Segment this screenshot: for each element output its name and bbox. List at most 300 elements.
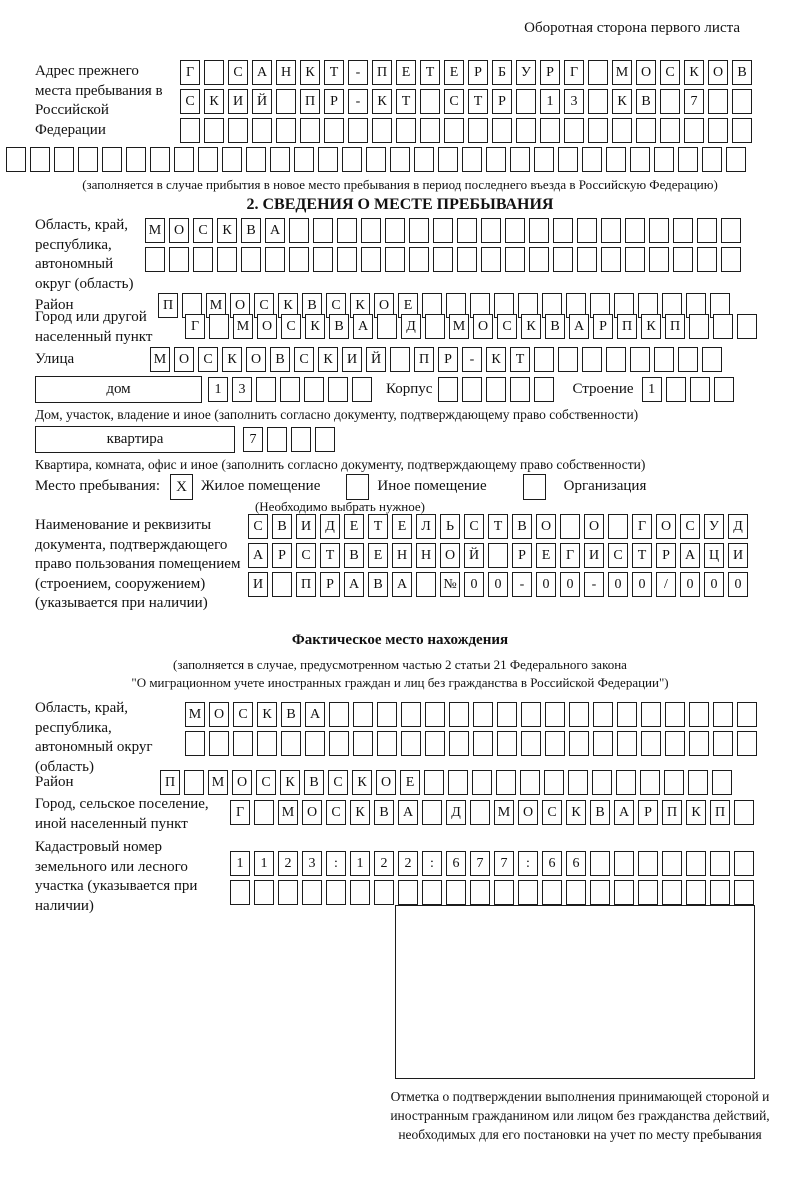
char-cell[interactable] <box>592 770 612 795</box>
char-cell[interactable] <box>496 770 516 795</box>
char-cell[interactable]: С <box>254 293 274 318</box>
char-cell[interactable]: К <box>372 89 392 114</box>
char-cell[interactable] <box>640 770 660 795</box>
char-cell[interactable] <box>505 247 525 272</box>
char-cell[interactable]: О <box>246 347 266 372</box>
char-cell[interactable] <box>348 118 368 143</box>
char-cell[interactable]: Т <box>320 543 340 568</box>
char-cell[interactable] <box>300 118 320 143</box>
char-cell[interactable] <box>294 147 314 172</box>
char-cell[interactable]: 0 <box>704 572 724 597</box>
char-cell[interactable]: С <box>294 347 314 372</box>
char-cell[interactable]: К <box>305 314 325 339</box>
char-cell[interactable]: 1 <box>350 851 370 876</box>
char-cell[interactable] <box>337 247 357 272</box>
char-cell[interactable] <box>673 218 693 243</box>
char-cell[interactable] <box>257 731 277 756</box>
char-cell[interactable]: О <box>209 702 229 727</box>
char-cell[interactable] <box>721 247 741 272</box>
char-cell[interactable] <box>377 731 397 756</box>
char-cell[interactable] <box>553 247 573 272</box>
char-cell[interactable]: У <box>516 60 536 85</box>
char-cell[interactable]: К <box>222 347 242 372</box>
char-cell[interactable] <box>470 800 490 825</box>
char-cell[interactable] <box>444 118 464 143</box>
char-cell[interactable]: Р <box>438 347 458 372</box>
char-cell[interactable]: В <box>304 770 324 795</box>
char-cell[interactable]: Р <box>512 543 532 568</box>
char-cell[interactable] <box>409 218 429 243</box>
char-cell[interactable] <box>713 731 733 756</box>
char-cell[interactable]: 1 <box>208 377 228 402</box>
char-cell[interactable] <box>246 147 266 172</box>
char-cell[interactable] <box>198 147 218 172</box>
char-cell[interactable]: О <box>169 218 189 243</box>
char-cell[interactable] <box>318 147 338 172</box>
char-cell[interactable] <box>666 377 686 402</box>
char-cell[interactable] <box>614 851 634 876</box>
char-cell[interactable]: В <box>329 314 349 339</box>
char-cell[interactable]: Н <box>416 543 436 568</box>
char-cell[interactable]: Р <box>324 89 344 114</box>
char-cell[interactable]: О <box>584 514 604 539</box>
char-cell[interactable]: В <box>281 702 301 727</box>
char-cell[interactable] <box>398 880 418 905</box>
char-cell[interactable] <box>361 218 381 243</box>
char-cell[interactable]: Е <box>444 60 464 85</box>
char-cell[interactable] <box>390 347 410 372</box>
char-cell[interactable] <box>209 314 229 339</box>
char-cell[interactable]: Г <box>185 314 205 339</box>
char-cell[interactable]: А <box>569 314 589 339</box>
char-cell[interactable]: 7 <box>684 89 704 114</box>
char-cell[interactable] <box>678 347 698 372</box>
char-cell[interactable] <box>608 514 628 539</box>
char-cell[interactable]: - <box>512 572 532 597</box>
char-cell[interactable] <box>641 731 661 756</box>
char-cell[interactable] <box>516 118 536 143</box>
char-cell[interactable]: В <box>545 314 565 339</box>
char-cell[interactable]: 0 <box>536 572 556 597</box>
char-cell[interactable] <box>254 880 274 905</box>
char-cell[interactable] <box>449 731 469 756</box>
char-cell[interactable] <box>542 880 562 905</box>
char-cell[interactable]: Д <box>401 314 421 339</box>
char-cell[interactable]: У <box>704 514 724 539</box>
char-cell[interactable] <box>252 118 272 143</box>
char-cell[interactable]: С <box>256 770 276 795</box>
char-cell[interactable]: К <box>217 218 237 243</box>
char-cell[interactable]: А <box>680 543 700 568</box>
char-cell[interactable] <box>256 377 276 402</box>
char-cell[interactable] <box>204 60 224 85</box>
char-cell[interactable] <box>617 731 637 756</box>
char-cell[interactable] <box>425 702 445 727</box>
char-cell[interactable]: П <box>665 314 685 339</box>
char-cell[interactable]: А <box>614 800 634 825</box>
char-cell[interactable]: А <box>344 572 364 597</box>
char-cell[interactable] <box>457 218 477 243</box>
char-cell[interactable] <box>553 218 573 243</box>
char-cell[interactable] <box>662 851 682 876</box>
char-cell[interactable] <box>372 118 392 143</box>
char-cell[interactable]: К <box>350 293 370 318</box>
char-cell[interactable]: О <box>174 347 194 372</box>
char-cell[interactable]: 3 <box>302 851 322 876</box>
char-cell[interactable] <box>209 731 229 756</box>
char-cell[interactable] <box>492 118 512 143</box>
char-cell[interactable] <box>558 347 578 372</box>
char-cell[interactable] <box>184 770 204 795</box>
char-cell[interactable]: Е <box>392 514 412 539</box>
char-cell[interactable] <box>326 880 346 905</box>
checkbox-residential[interactable]: X <box>170 474 193 500</box>
char-cell[interactable] <box>281 731 301 756</box>
char-cell[interactable]: С <box>326 293 346 318</box>
char-cell[interactable] <box>601 247 621 272</box>
char-cell[interactable]: П <box>160 770 180 795</box>
char-cell[interactable] <box>280 377 300 402</box>
char-cell[interactable] <box>505 218 525 243</box>
char-cell[interactable]: М <box>150 347 170 372</box>
char-cell[interactable]: Р <box>468 60 488 85</box>
char-cell[interactable]: К <box>318 347 338 372</box>
char-cell[interactable] <box>714 377 734 402</box>
char-cell[interactable] <box>374 880 394 905</box>
char-cell[interactable] <box>145 247 165 272</box>
char-cell[interactable] <box>390 147 410 172</box>
char-cell[interactable]: С <box>296 543 316 568</box>
char-cell[interactable] <box>534 347 554 372</box>
char-cell[interactable] <box>481 247 501 272</box>
char-cell[interactable] <box>324 118 344 143</box>
char-cell[interactable]: О <box>230 293 250 318</box>
char-cell[interactable] <box>588 60 608 85</box>
char-cell[interactable] <box>385 218 405 243</box>
char-cell[interactable] <box>150 147 170 172</box>
char-cell[interactable]: К <box>278 293 298 318</box>
char-cell[interactable] <box>510 377 530 402</box>
char-cell[interactable] <box>446 880 466 905</box>
char-cell[interactable] <box>582 347 602 372</box>
char-cell[interactable] <box>377 314 397 339</box>
char-cell[interactable]: 0 <box>488 572 508 597</box>
char-cell[interactable] <box>424 770 444 795</box>
char-cell[interactable]: Р <box>593 314 613 339</box>
char-cell[interactable]: А <box>252 60 272 85</box>
char-cell[interactable] <box>697 218 717 243</box>
char-cell[interactable] <box>425 314 445 339</box>
char-cell[interactable]: К <box>612 89 632 114</box>
char-cell[interactable]: И <box>728 543 748 568</box>
char-cell[interactable]: 1 <box>254 851 274 876</box>
char-cell[interactable] <box>353 702 373 727</box>
char-cell[interactable] <box>353 731 373 756</box>
char-cell[interactable] <box>272 572 292 597</box>
char-cell[interactable] <box>102 147 122 172</box>
char-cell[interactable] <box>265 247 285 272</box>
char-cell[interactable] <box>521 702 541 727</box>
char-cell[interactable]: И <box>342 347 362 372</box>
char-cell[interactable]: П <box>372 60 392 85</box>
char-cell[interactable] <box>473 702 493 727</box>
char-cell[interactable]: К <box>280 770 300 795</box>
char-cell[interactable]: Й <box>464 543 484 568</box>
char-cell[interactable] <box>270 147 290 172</box>
char-cell[interactable] <box>630 347 650 372</box>
char-cell[interactable] <box>601 218 621 243</box>
char-cell[interactable] <box>558 147 578 172</box>
char-cell[interactable]: 6 <box>446 851 466 876</box>
char-cell[interactable]: : <box>518 851 538 876</box>
char-cell[interactable]: С <box>464 514 484 539</box>
char-cell[interactable] <box>630 147 650 172</box>
char-cell[interactable]: К <box>257 702 277 727</box>
char-cell[interactable] <box>702 347 722 372</box>
char-cell[interactable] <box>377 702 397 727</box>
char-cell[interactable] <box>396 118 416 143</box>
char-cell[interactable] <box>732 118 752 143</box>
char-cell[interactable]: Н <box>392 543 412 568</box>
char-cell[interactable] <box>654 347 674 372</box>
char-cell[interactable]: О <box>302 800 322 825</box>
char-cell[interactable] <box>350 880 370 905</box>
char-cell[interactable] <box>588 89 608 114</box>
char-cell[interactable]: В <box>732 60 752 85</box>
char-cell[interactable] <box>30 147 50 172</box>
char-cell[interactable]: / <box>656 572 676 597</box>
char-cell[interactable] <box>449 702 469 727</box>
checkbox-organization[interactable] <box>523 474 546 500</box>
char-cell[interactable] <box>433 218 453 243</box>
char-cell[interactable] <box>569 702 589 727</box>
char-cell[interactable] <box>385 247 405 272</box>
char-cell[interactable] <box>185 731 205 756</box>
char-cell[interactable] <box>305 731 325 756</box>
char-cell[interactable] <box>638 851 658 876</box>
char-cell[interactable] <box>222 147 242 172</box>
char-cell[interactable]: И <box>248 572 268 597</box>
char-cell[interactable] <box>494 880 514 905</box>
char-cell[interactable]: О <box>257 314 277 339</box>
char-cell[interactable]: О <box>518 800 538 825</box>
char-cell[interactable]: Г <box>632 514 652 539</box>
char-cell[interactable]: О <box>376 770 396 795</box>
char-cell[interactable]: К <box>566 800 586 825</box>
char-cell[interactable]: 6 <box>542 851 562 876</box>
char-cell[interactable] <box>304 377 324 402</box>
char-cell[interactable]: 7 <box>243 427 263 452</box>
char-cell[interactable]: В <box>272 514 292 539</box>
char-cell[interactable] <box>737 731 757 756</box>
char-cell[interactable] <box>686 880 706 905</box>
char-cell[interactable]: С <box>281 314 301 339</box>
char-cell[interactable]: Б <box>492 60 512 85</box>
char-cell[interactable]: С <box>326 800 346 825</box>
char-cell[interactable] <box>641 702 661 727</box>
char-cell[interactable]: В <box>374 800 394 825</box>
char-cell[interactable] <box>593 731 613 756</box>
char-cell[interactable]: Ь <box>440 514 460 539</box>
char-cell[interactable] <box>328 377 348 402</box>
char-cell[interactable] <box>534 147 554 172</box>
char-cell[interactable]: К <box>352 770 372 795</box>
char-cell[interactable]: - <box>462 347 482 372</box>
char-cell[interactable] <box>654 147 674 172</box>
char-cell[interactable] <box>520 770 540 795</box>
char-cell[interactable] <box>684 118 704 143</box>
char-cell[interactable] <box>710 851 730 876</box>
char-cell[interactable] <box>193 247 213 272</box>
char-cell[interactable] <box>228 118 248 143</box>
char-cell[interactable] <box>180 118 200 143</box>
char-cell[interactable]: К <box>686 800 706 825</box>
char-cell[interactable] <box>649 247 669 272</box>
char-cell[interactable] <box>516 89 536 114</box>
char-cell[interactable] <box>710 880 730 905</box>
char-cell[interactable] <box>726 147 746 172</box>
char-cell[interactable] <box>457 247 477 272</box>
char-cell[interactable] <box>662 880 682 905</box>
char-cell[interactable] <box>732 89 752 114</box>
char-cell[interactable] <box>686 851 706 876</box>
char-cell[interactable]: М <box>206 293 226 318</box>
char-cell[interactable] <box>422 800 442 825</box>
char-cell[interactable] <box>6 147 26 172</box>
char-cell[interactable]: Й <box>252 89 272 114</box>
char-cell[interactable] <box>665 731 685 756</box>
char-cell[interactable] <box>518 880 538 905</box>
char-cell[interactable] <box>486 147 506 172</box>
char-cell[interactable] <box>590 851 610 876</box>
char-cell[interactable]: А <box>392 572 412 597</box>
char-cell[interactable]: 2 <box>374 851 394 876</box>
char-cell[interactable] <box>470 880 490 905</box>
char-cell[interactable] <box>688 770 708 795</box>
char-cell[interactable] <box>638 880 658 905</box>
char-cell[interactable]: Г <box>230 800 250 825</box>
char-cell[interactable]: - <box>584 572 604 597</box>
char-cell[interactable] <box>414 147 434 172</box>
char-cell[interactable]: Р <box>320 572 340 597</box>
char-cell[interactable] <box>617 702 637 727</box>
char-cell[interactable] <box>78 147 98 172</box>
char-cell[interactable] <box>689 314 709 339</box>
char-cell[interactable]: И <box>584 543 604 568</box>
char-cell[interactable] <box>540 118 560 143</box>
char-cell[interactable] <box>534 377 554 402</box>
char-cell[interactable]: Д <box>446 800 466 825</box>
char-cell[interactable]: К <box>521 314 541 339</box>
char-cell[interactable]: С <box>193 218 213 243</box>
char-cell[interactable]: Г <box>180 60 200 85</box>
char-cell[interactable] <box>289 218 309 243</box>
char-cell[interactable] <box>472 770 492 795</box>
char-cell[interactable]: С <box>444 89 464 114</box>
char-cell[interactable] <box>481 218 501 243</box>
char-cell[interactable] <box>315 427 335 452</box>
char-cell[interactable] <box>230 880 250 905</box>
char-cell[interactable] <box>438 147 458 172</box>
char-cell[interactable]: Д <box>320 514 340 539</box>
char-cell[interactable] <box>276 118 296 143</box>
char-cell[interactable]: П <box>300 89 320 114</box>
char-cell[interactable] <box>689 731 709 756</box>
char-cell[interactable]: В <box>636 89 656 114</box>
char-cell[interactable]: О <box>440 543 460 568</box>
char-cell[interactable]: Р <box>272 543 292 568</box>
char-cell[interactable]: В <box>590 800 610 825</box>
char-cell[interactable]: О <box>374 293 394 318</box>
char-cell[interactable] <box>473 731 493 756</box>
char-cell[interactable] <box>545 702 565 727</box>
char-cell[interactable] <box>625 247 645 272</box>
char-cell[interactable]: 3 <box>232 377 252 402</box>
char-cell[interactable] <box>291 427 311 452</box>
char-cell[interactable] <box>468 118 488 143</box>
char-cell[interactable] <box>569 731 589 756</box>
char-cell[interactable]: М <box>278 800 298 825</box>
char-cell[interactable]: 3 <box>564 89 584 114</box>
char-cell[interactable] <box>401 731 421 756</box>
char-cell[interactable] <box>486 377 506 402</box>
char-cell[interactable] <box>278 880 298 905</box>
char-cell[interactable] <box>708 89 728 114</box>
char-cell[interactable] <box>734 880 754 905</box>
char-cell[interactable]: И <box>296 514 316 539</box>
char-cell[interactable] <box>422 880 442 905</box>
char-cell[interactable]: В <box>302 293 322 318</box>
char-cell[interactable] <box>612 118 632 143</box>
char-cell[interactable]: О <box>708 60 728 85</box>
char-cell[interactable]: Т <box>324 60 344 85</box>
char-cell[interactable] <box>588 118 608 143</box>
char-cell[interactable] <box>433 247 453 272</box>
char-cell[interactable]: С <box>228 60 248 85</box>
char-cell[interactable]: 2 <box>278 851 298 876</box>
char-cell[interactable]: П <box>296 572 316 597</box>
char-cell[interactable]: 0 <box>608 572 628 597</box>
char-cell[interactable] <box>204 118 224 143</box>
char-cell[interactable]: 0 <box>728 572 748 597</box>
char-cell[interactable]: О <box>473 314 493 339</box>
char-cell[interactable]: Е <box>344 514 364 539</box>
char-cell[interactable]: Е <box>398 293 418 318</box>
char-cell[interactable] <box>217 247 237 272</box>
char-cell[interactable]: М <box>612 60 632 85</box>
char-cell[interactable] <box>708 118 728 143</box>
char-cell[interactable]: П <box>710 800 730 825</box>
char-cell[interactable] <box>267 427 287 452</box>
char-cell[interactable] <box>566 880 586 905</box>
char-cell[interactable]: 2 <box>398 851 418 876</box>
char-cell[interactable] <box>416 572 436 597</box>
char-cell[interactable]: Т <box>510 347 530 372</box>
char-cell[interactable]: О <box>232 770 252 795</box>
char-cell[interactable] <box>660 89 680 114</box>
char-cell[interactable]: Т <box>396 89 416 114</box>
char-cell[interactable] <box>577 247 597 272</box>
char-cell[interactable] <box>169 247 189 272</box>
char-cell[interactable]: Е <box>536 543 556 568</box>
char-cell[interactable]: Н <box>276 60 296 85</box>
char-cell[interactable]: П <box>158 293 178 318</box>
char-cell[interactable]: П <box>662 800 682 825</box>
char-cell[interactable]: К <box>350 800 370 825</box>
char-cell[interactable] <box>329 731 349 756</box>
char-cell[interactable] <box>697 247 717 272</box>
char-cell[interactable] <box>497 702 517 727</box>
